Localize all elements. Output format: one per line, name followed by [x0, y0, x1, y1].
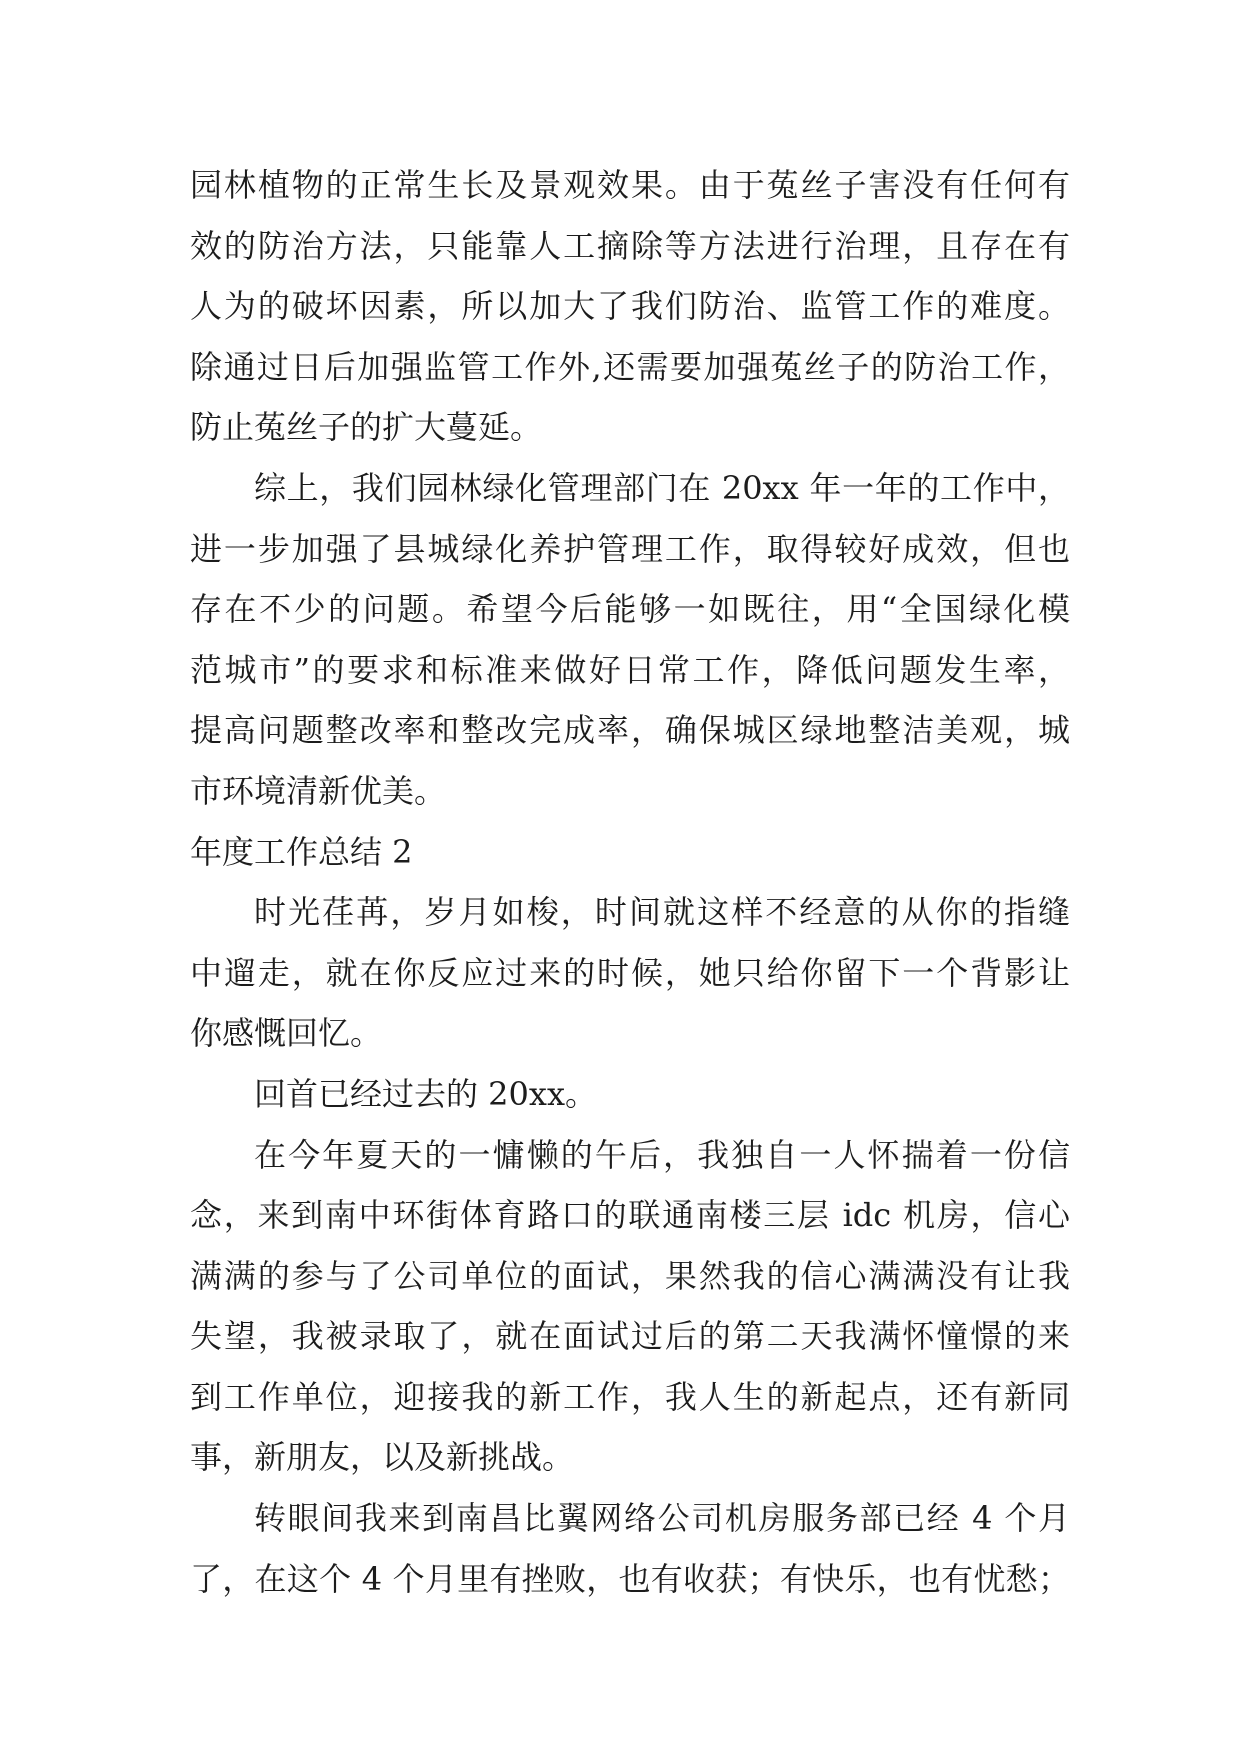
- paragraph-start-line: 回首已经过去的 20xx。: [254, 1074, 597, 1113]
- text-line: 提高问题整改率和整改完成率，确保城区绿地整洁美观，城: [190, 711, 1070, 750]
- paragraph-start-line: 综上，我们园林绿化管理部门在 20xx 年一年的工作中，: [254, 468, 1070, 507]
- text-line: 人为的破坏因素，所以加大了我们防治、监管工作的难度。: [190, 287, 1070, 326]
- text-line: 园林植物的正常生长及景观效果。由于菟丝子害没有任何有: [190, 166, 1070, 204]
- text-line: 防止菟丝子的扩大蔓延。: [190, 408, 543, 447]
- text-line: 到工作单位，迎接我的新工作，我人生的新起点，还有新同: [190, 1377, 1070, 1416]
- text-line: 范城市”的要求和标准来做好日常工作，降低问题发生率，: [190, 650, 1070, 689]
- text-line: 事，新朋友，以及新挑战。: [190, 1438, 575, 1477]
- text-line: 存在不少的问题。希望今后能够一如既往，用“全国绿化模: [190, 590, 1070, 629]
- paragraph-start-line: 时光荏苒，岁月如梭，时间就这样不经意的从你的指缝: [254, 893, 1070, 932]
- text-line: 进一步加强了县城绿化养护管理工作，取得较好成效，但也: [190, 529, 1070, 568]
- paragraph-start-line: 转眼间我来到南昌比翼网络公司机房服务部已经 4 个月: [254, 1499, 1070, 1538]
- section-heading: 年度工作总结 2: [190, 832, 413, 871]
- text-line: 失望，我被录取了，就在面试过后的第二天我满怀憧憬的来: [190, 1317, 1070, 1356]
- text-line: 了，在这个 4 个月里有挫败，也有收获；有快乐，也有忧愁；: [190, 1559, 1070, 1598]
- document-body: [190, 155, 1070, 1609]
- paragraph-start-line: 在今年夏天的一慵懒的午后，我独自一人怀揣着一份信: [254, 1135, 1070, 1174]
- text-line: 你感慨回忆。: [190, 1014, 383, 1053]
- text-line: 中遛走，就在你反应过来的时候，她只给你留下一个背影让: [190, 953, 1070, 992]
- text-line: 满满的参与了公司单位的面试，果然我的信心满满没有让我: [190, 1256, 1070, 1295]
- text-line: 市环境清新优美。: [190, 771, 447, 810]
- text-line: 效的防治方法，只能靠人工摘除等方法进行治理，且存在有: [190, 226, 1070, 265]
- text-line: 念，来到南中环街体育路口的联通南楼三层 idc 机房，信心: [190, 1196, 1070, 1235]
- text-line: 除通过日后加强监管工作外,还需要加强菟丝子的防治工作，: [190, 347, 1070, 386]
